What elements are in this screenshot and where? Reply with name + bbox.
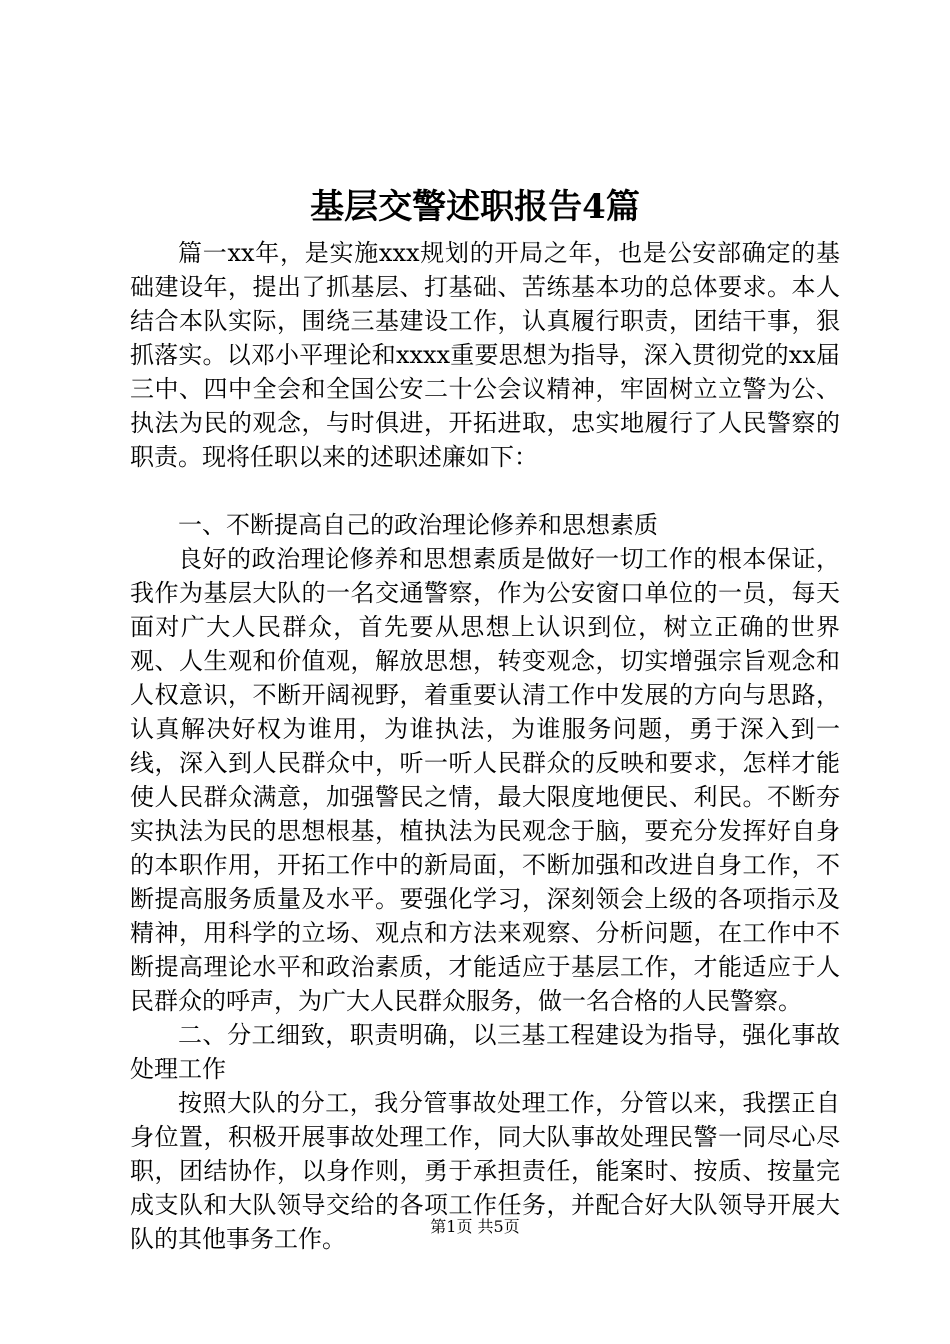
paragraph-gap xyxy=(130,474,840,508)
section-heading-1: 一、不断提高自己的政治理论修养和思想素质 xyxy=(178,511,658,539)
section-heading-2: 二、分工细致，职责明确，以三基工程建设为指导，强化事故处理工作 xyxy=(130,1021,840,1083)
intro-paragraph: 篇一xx年，是实施xxx规划的开局之年，也是公安部确定的基础建设年，提出了抓基层、打基础、苦练基本功的总体要求。本人结合本队实际，围绕三基建设工作，认真履行职责，团结干事，狠抓落实。以邓小平理论和xxxx重要思想为指导，深入贯彻党的xx届三中、四中全会和全国公安二十公会议精神，牢固树立立警为公、执法为民的观念，与时俱进，开拓进取，忠实地履行了人民警察的职责。现将任职以来的述职述廉如下： xyxy=(130,239,840,471)
page-footer: 第1页 共5页 xyxy=(430,1217,520,1236)
section-1-paragraph: 良好的政治理论修养和思想素质是做好一切工作的根本保证，我作为基层大队的一名交通警察，作为公安窗口单位的一员，每天面对广大人民群众，首先要从思想上认识到位，树立正确的世界观、人生观和价值观，解放思想，转变观念，切实增强宗旨观念和人权意识，不断开阔视野，着重要认清工作中发展的方向与思路，认真解决好权为谁用，为谁执法，为谁服务问题，勇于深入到一线，深入到人民群众中，听一听人民群众的反映和要求，怎样才能使人民群众满意，加强警民之情，最大限度地便民、利民。不断夯实执法为民的思想根基，植执法为民观念于脑，要充分发挥好自身的本职作用，开拓工作中的新局面，不断加强和改进自身工作，不断提高服务质量及水平。要强化学习，深刻领会上级的各项指示及精神，用科学的立场、观点和方法来观察、分析问题，在工作中不断提高理论水平和政治素质，才能适应于基层工作，才能适应于人民群众的呼声，为广大人民群众服务，做一名合格的人民警察。 xyxy=(130,545,840,1015)
document-title: 基层交警述职报告4篇 xyxy=(310,187,640,227)
document-body xyxy=(130,236,840,1256)
section-2-paragraph: 按照大队的分工，我分管事故处理工作，分管以来，我摆正自身位置，积极开展事故处理工作，同大队事故处理民警一同尽心尽职，团结协作，以身作则，勇于承担责任，能案时、按质、按量完成支队和大队领导交给的各项工作任务，并配合好大队领导开展大队的其他事务工作。 xyxy=(130,1089,840,1253)
